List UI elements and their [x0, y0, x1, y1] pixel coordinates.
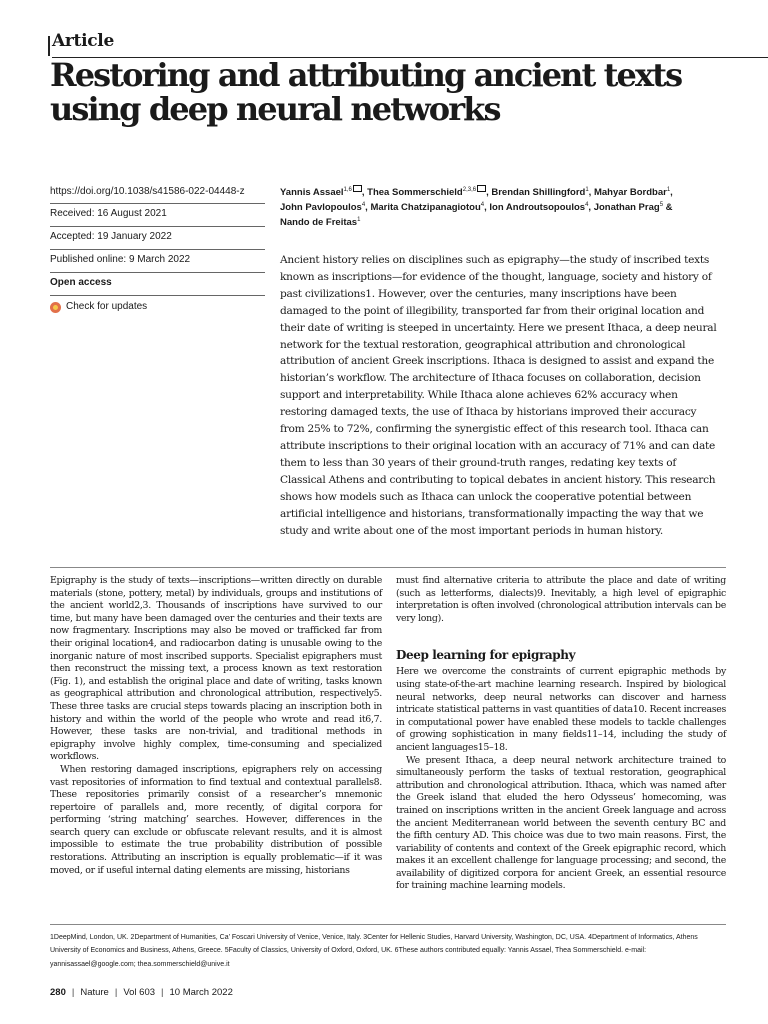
- author-affiliation: 4: [480, 201, 485, 208]
- email-icon[interactable]: [353, 185, 362, 192]
- footer-separator: |: [161, 987, 164, 998]
- author-name[interactable]: Ion Androutsopoulos: [489, 201, 586, 213]
- abstract-text: Ancient history relies on disciplines such as epigraphy—the study of inscribed texts known as inscriptions—for evidence of the thought, language, society and history of past civilizations1. However, over the centuries, many inscriptions have been damaged to the point of illegibility, transported far from their original location and their date of writing is steeped in uncertainty. Here we present Ithaca, a deep neural network for the textual restoration, geographical attribution and chronological attribution of ancient Greek inscriptions. Ithaca is designed to assist and expand the historian’s workflow. The architecture of Ithaca focuses on collaboration, decision support and interpretability. While Ithaca alone achieves 62% accuracy when restoring damaged texts, the use of Ithaca by historians improved their accuracy from 25% to 72%, confirming the synergistic effect of this research tool. Ithaca can attribute inscriptions to their original location with an accuracy of 71% and can date them to less than 30 years of their ground-truth ranges, redating key texts of Classical Athens and contributing to topical debates in ancient history. This research shows how models such as Ithaca can unlock the cooperative potential between artificial intelligence and historians, transformationally impacting the way that we study and write about one of the most important periods in human history.: [280, 254, 717, 537]
- author-affiliation: 4: [361, 201, 366, 208]
- issue-date: 10 March 2022: [169, 987, 233, 998]
- body-paragraph: must find alternative criteria to attribute the place and date of writing (such as letterforms, dialects)9. Inevitably, a high level of epigraphic interpretation is often involved (chronological attribution intervals can be very long).: [396, 575, 726, 624]
- header-left-rule: [48, 36, 50, 56]
- author-list: Yannis Assael$^{1,6}$ , Thea Sommerschield$^{2,3,6}$ , Brendan Shillingford$^1$, Mahyar Bordbar$^1$, John Pavlopoulos$^4$, Marita Chatzipanagiotou$^4$, Ion Androutsopoulos$^4$, Jonathan Prag$^5$ & Nando de Freitas$^1$: [280, 186, 673, 228]
- article-title: Restoring and attributing ancient texts using deep neural networks: [50, 56, 682, 128]
- author-affiliation: 4: [585, 201, 589, 208]
- body-column-right: [396, 575, 726, 893]
- author-affiliation: 1: [666, 186, 671, 193]
- author-name[interactable]: Mahyar Bordbar: [593, 187, 667, 198]
- abstract: [280, 252, 720, 539]
- section-heading: Deep learning for epigraphy: [396, 648, 576, 663]
- author-name[interactable]: Yannis Assael: [280, 187, 344, 198]
- author-affiliation: 1,6: [343, 186, 352, 193]
- abstract-divider: [50, 567, 726, 568]
- body-paragraph: Here we overcome the constraints of current epigraphic methods by using state-of-the-art machine learning research. Inspired by biological neural networks, deep neural networks can discover and harness intricate statistical patterns in vast quantities of data10. Recent increases in computational power have enabled these models to tackle challenges of growing sophistication in many fields11–14, including the study of ancient languages15–18.: [396, 666, 726, 753]
- check-updates-link[interactable]: [50, 296, 265, 318]
- body-column-left: [50, 575, 382, 877]
- author-name[interactable]: Marita Chatzipanagiotou: [370, 201, 481, 213]
- check-updates-icon: [50, 302, 61, 313]
- author-name[interactable]: Brendan Shillingford: [491, 187, 586, 198]
- accepted-date: Accepted: 19 January 2022: [50, 227, 265, 250]
- author-affiliation: 1: [585, 186, 589, 193]
- affiliations-footnote: 1DeepMind, London, UK. 2Department of Humanities, Ca’ Foscari University of Venice, Venice, Italy. 3Center for Hellenic Studies, Harvard University, Washington, DC, USA. 4Department of Informatics, Athens University of Economics and Business, Athens, Greece. 5Faculty of Classics, University of Oxford, Oxford, UK. 6These authors contributed equally: Yannis Assael, Thea Sommerschield. e-mail: yannisassael@google.com; thea.sommerschield@unive.it: [50, 934, 698, 968]
- article-type-label: Article: [52, 31, 114, 51]
- doi-link[interactable]: https://doi.org/10.1038/s41586-022-04448-z: [50, 183, 265, 204]
- author-affiliation: 2,3,6: [462, 186, 477, 193]
- author-name[interactable]: Nando de Freitas: [280, 216, 358, 228]
- author-name[interactable]: Thea Sommerschield: [367, 187, 463, 198]
- journal-volume: Vol 603: [123, 987, 156, 998]
- author-name[interactable]: John Pavlopoulos: [280, 201, 362, 213]
- page-number: 280: [50, 987, 66, 998]
- footer-separator: |: [114, 987, 118, 998]
- open-access-label: Open access: [50, 273, 265, 296]
- footer-separator: |: [71, 987, 75, 998]
- page-footer: [50, 987, 233, 998]
- author-name[interactable]: Jonathan Prag: [593, 201, 660, 213]
- author-affiliation: 1: [357, 216, 361, 223]
- article-metadata: [50, 183, 265, 318]
- email-icon[interactable]: [477, 185, 486, 192]
- journal-name: Nature: [80, 987, 109, 998]
- body-paragraph: We present Ithaca, a deep neural network architecture trained to simultaneously perform the tasks of textual restoration, geographical attribution and chronological attribution. Ithaca, which was named after the Greek island that eluded the hero Odysseus’ homecoming, was trained on inscriptions written in the ancient Greek language and across the ancient Mediterranean world between the seventh century BC and the fifth century AD. This choice was due to two main reasons. First, the variability of contents and context of the Greek epigraphic record, which makes it an excellent challenge for language processing; and second, the availability of digitized corpora for ancient Greek, an essential resource for training machine learning models.: [396, 754, 726, 892]
- author-affiliation: 5: [659, 201, 664, 208]
- received-date: Received: 16 August 2021: [50, 204, 265, 227]
- body-paragraph: When restoring damaged inscriptions, epigraphers rely on accessing vast repositories of information to find textual and contextual parallels8. These repositories primarily consist of a researcher’s mnemonic repertoire of parallels and, more recently, of digital corpora for performing ‘string matching’ searches. However, differences in the search query can exclude or obfuscate relevant results, and it is almost impossible to estimate the true probability distribution of possible restorations. Attributing an inscription is equally problematic—if it was moved, or if useful internal dating elements are missing, historians: [50, 763, 382, 876]
- published-date: Published online: 9 March 2022: [50, 250, 265, 273]
- footnote-divider: [50, 924, 726, 925]
- body-paragraph: Epigraphy is the study of texts—inscriptions—written directly on durable materials (stone, pottery, metal) by individuals, groups and institutions of the ancient world2,3. Thousands of inscriptions have survived to our time, but many have been damaged over the centuries and their texts are now fragmentary. Inscriptions may also be moved or trafficked far from their original location4, and radiocarbon dating is unusable owing to the inorganic nature of most inscribed supports. Specialist epigraphers must then reconstruct the missing text, a process known as text restoration (Fig. 1), and establish the original place and date of writing, tasks known as geographical attribution and chronological attribution, respectively5. These three tasks are crucial steps towards placing an inscription both in history and within the world of the people who wrote and read it6,7. However, these tasks are non-trivial, and traditional methods in epigraphy involve highly complex, time-consuming and specialized workflows.: [50, 575, 382, 763]
- check-updates-label: Check for updates: [66, 301, 148, 312]
